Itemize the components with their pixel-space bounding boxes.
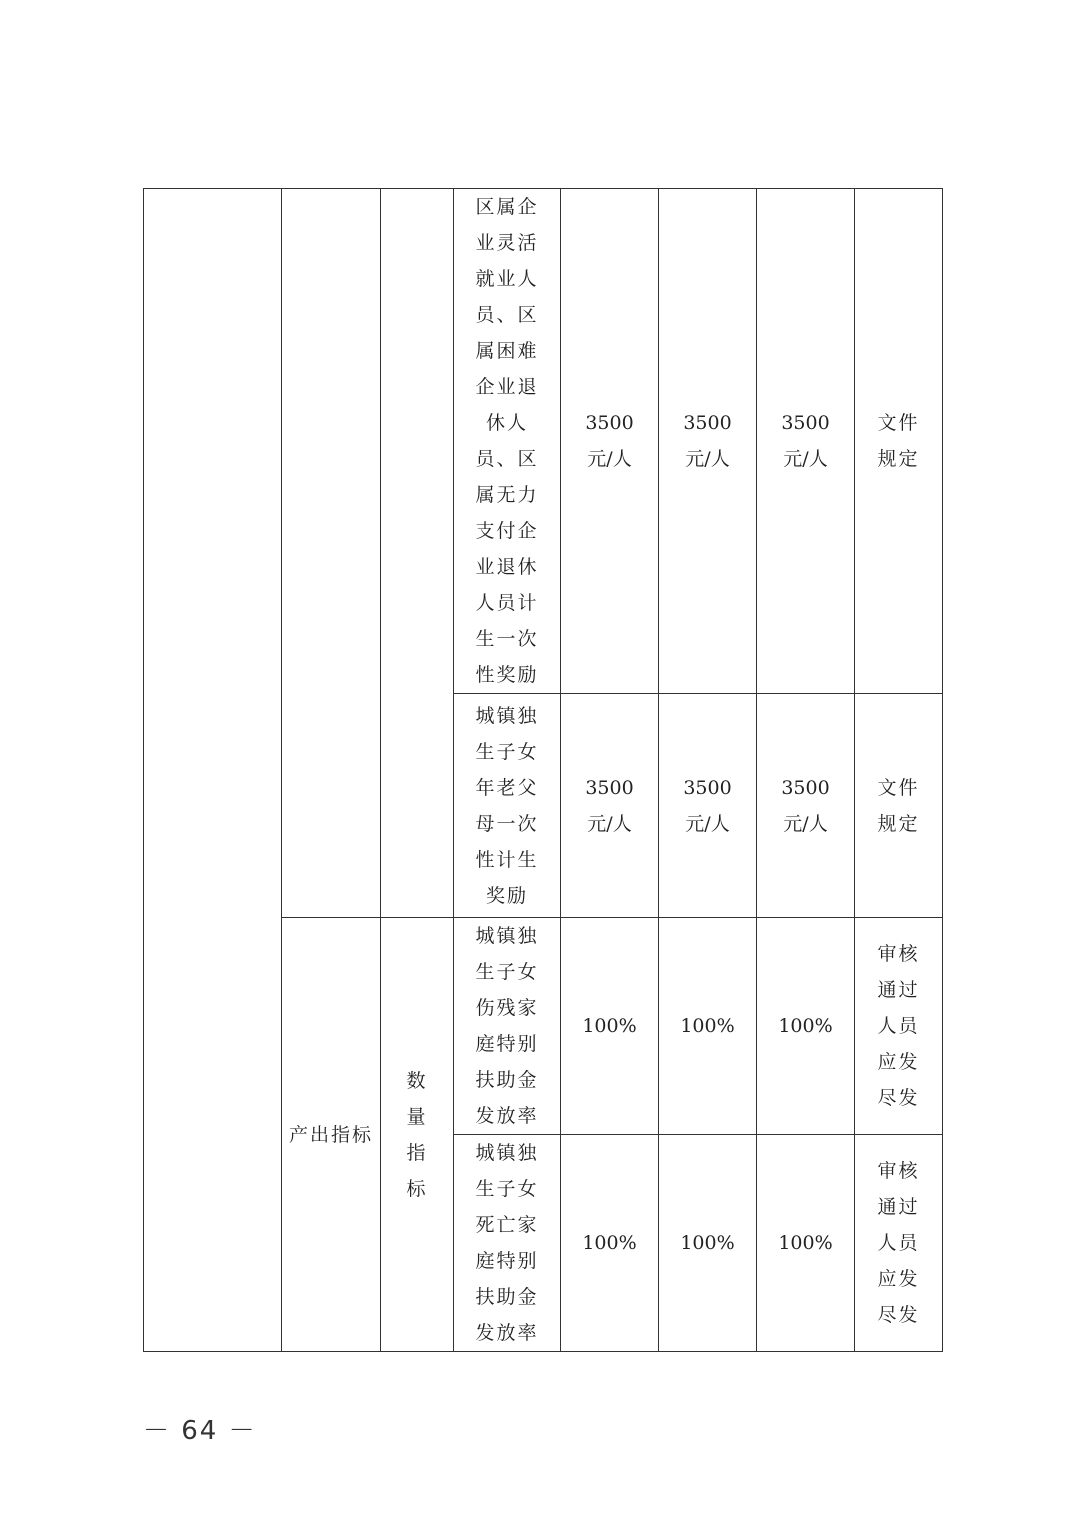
basis-text: 文件规定 xyxy=(877,412,920,470)
indicator-table xyxy=(143,188,943,1352)
indicator-item-cell xyxy=(454,1135,561,1352)
value-cell xyxy=(561,918,659,1135)
value-cell xyxy=(757,189,855,694)
output-indicator-cell xyxy=(282,918,381,1352)
value-cell xyxy=(659,189,757,694)
third-level-indicator-cell xyxy=(381,189,454,918)
value-cell xyxy=(659,918,757,1135)
value-cell xyxy=(561,189,659,694)
value-1: 3500 元/人 xyxy=(585,412,634,470)
quantity-indicator-label: 数量指标 xyxy=(406,1069,428,1200)
value-3: 100% xyxy=(778,1232,833,1254)
second-level-indicator-cell xyxy=(282,189,381,918)
indicator-item: 城镇独生子女死亡家庭特别扶助金发放率 xyxy=(475,1142,539,1344)
value-2: 3500 元/人 xyxy=(683,776,732,835)
value-2: 3500 元/人 xyxy=(683,412,732,470)
value-1: 100% xyxy=(582,1232,637,1254)
basis-text: 审核通过人员应发尽发 xyxy=(877,943,920,1109)
value-2: 100% xyxy=(680,1232,735,1254)
basis-cell xyxy=(855,694,943,918)
basis-text: 审核通过人员应发尽发 xyxy=(877,1160,920,1326)
indicator-item: 区属企业灵活就业人员、区属困难企业退休人员、区属无力支付企业退休人员计生一次性奖励 xyxy=(475,196,539,686)
basis-cell xyxy=(855,918,943,1135)
value-cell xyxy=(659,1135,757,1352)
value-cell xyxy=(757,918,855,1135)
indicator-item-cell xyxy=(454,918,561,1135)
value-2: 100% xyxy=(680,1015,735,1037)
quantity-indicator-cell xyxy=(381,918,454,1352)
table-row xyxy=(144,189,943,694)
basis-text: 文件规定 xyxy=(877,776,920,835)
value-3: 3500 元/人 xyxy=(781,412,830,470)
first-level-indicator-cell xyxy=(144,189,282,1352)
value-1: 3500 元/人 xyxy=(585,776,634,835)
value-1: 100% xyxy=(582,1015,637,1037)
value-cell xyxy=(561,694,659,918)
value-3: 100% xyxy=(778,1015,833,1037)
indicator-item-cell xyxy=(454,694,561,918)
indicator-item: 城镇独生子女伤残家庭特别扶助金发放率 xyxy=(475,925,539,1127)
value-cell xyxy=(757,694,855,918)
value-cell xyxy=(561,1135,659,1352)
value-3: 3500 元/人 xyxy=(781,776,830,835)
page-number: － 64 － xyxy=(143,1416,257,1446)
indicator-item: 城镇独生子女年老父母一次性计生奖励 xyxy=(475,704,539,907)
basis-cell xyxy=(855,1135,943,1352)
output-indicator-label: 产出指标 xyxy=(289,1123,374,1146)
value-cell xyxy=(757,1135,855,1352)
basis-cell xyxy=(855,189,943,694)
value-cell xyxy=(659,694,757,918)
indicator-item-cell xyxy=(454,189,561,694)
